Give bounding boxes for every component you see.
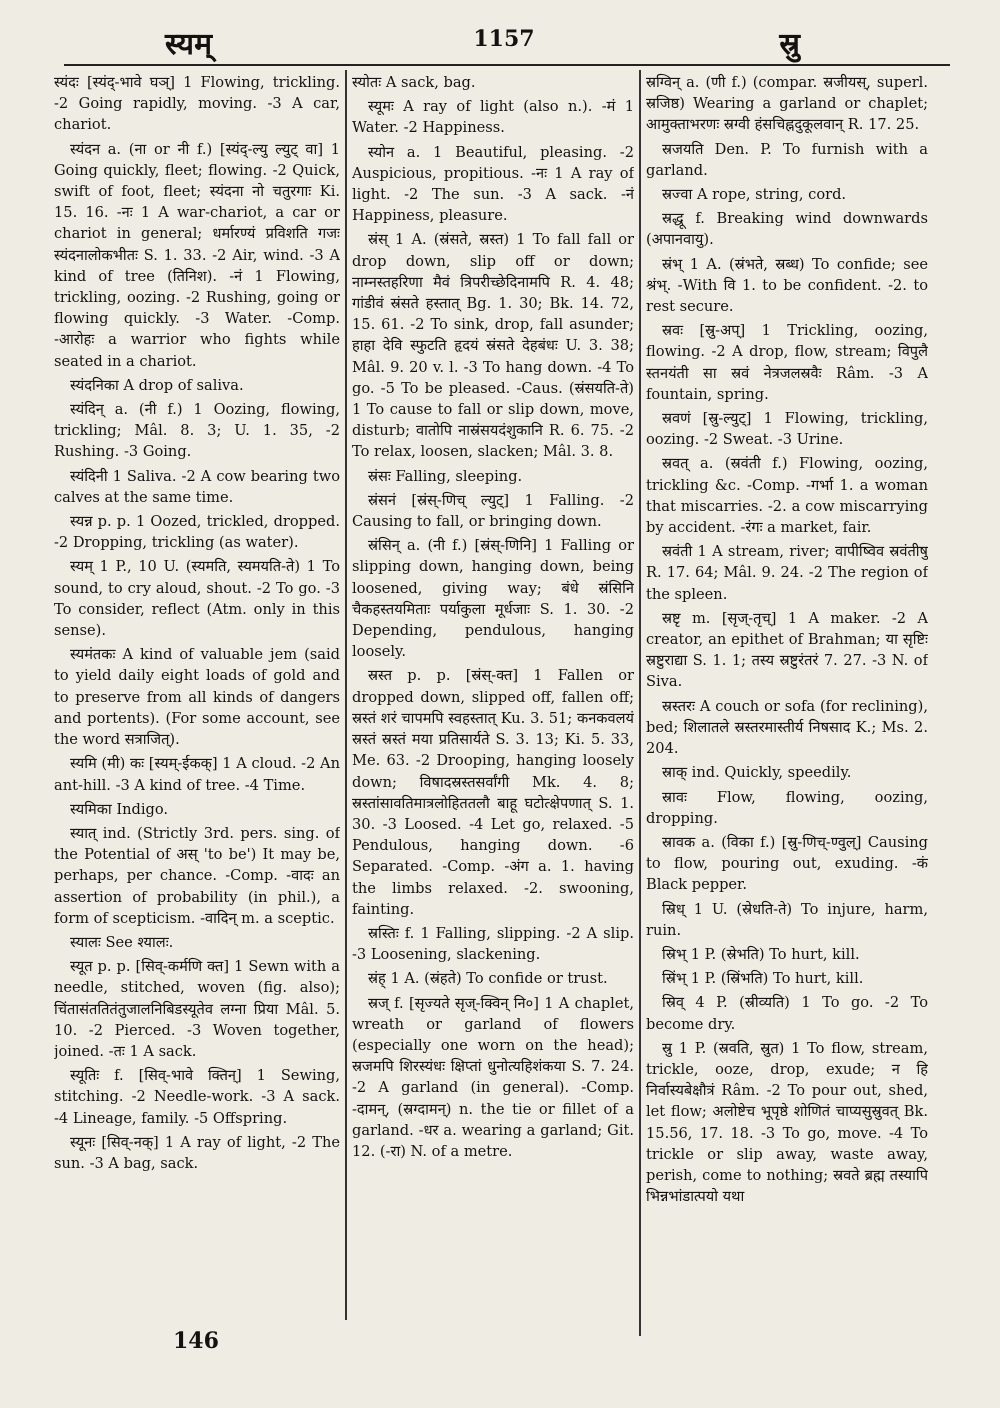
column-divider-2: [639, 70, 641, 1336]
dictionary-entry: स्रंसनं [स्रंस्-णिच् ल्युट्] 1 Falling. -2 Causing to fall, or bringing down.: [352, 491, 634, 531]
dictionary-entry: स्रजयति Den. P. To furnish with a garland.: [646, 140, 928, 179]
dictionary-entry: स्रिव् 4 P. (स्रीव्यति) 1 To go. -2 To become dry.: [646, 994, 928, 1033]
dictionary-entry: स्यंदिन् a. (नी f.) 1 Oozing, flowing, trickling; Mâl. 8. 3; U. 1. 35, -2 Rushing. -3 Going.: [54, 401, 340, 461]
dictionary-entry: स्योन a. 1 Beautiful, pleasing. -2 Auspicious, propitious. -नः 1 A ray of light. -2 The sun. -3 A sack. -नं Happiness, pleasure.: [352, 143, 634, 225]
column-3: [646, 72, 928, 1318]
dictionary-entry: स्यूत p. p. [सिव्-कर्मणि क्त] 1 Sewn with a needle, stitched, woven (fig. also); चिंतासंततितंतुजालनिबिडस्यूतेव लग्ना प्रिया Mâl. 5. 10. -2 Pierced. -3 Woven together, joined. -तः 1 A sack.: [54, 958, 340, 1060]
dictionary-entry: स्रिध् 1 U. (स्रेधति-ते) To injure, harm, ruin.: [646, 900, 928, 939]
dictionary-entry: स्रद्धू f. Breaking wind downwards (अपानवायु).: [646, 210, 928, 249]
dictionary-entry: स्रंस् 1 A. (स्रंसते, स्रस्त) 1 To fall fall or drop down, slip off or down; नाम्नस्तहरिणा मैवं त्रिपरीच्छेदिनामपि R. 4. 48; गांडीवं स्रंसते हस्तात् Bg. 1. 30; Bk. 14. 72, 15. 61. -2 To sink, drop, fall asunder; हाहा देवि स्फुटति हृदयं स्रंसते देहबंधः U. 3. 38; Mâl. 9. 20 v. l. -3 To hang down. -4 To go. -5 To be pleased. -Caus. (स्रंसयति-ते) 1 To cause to fall or slip down, move, disturb; वातोपि नास्रंसयदंशुकानि R. 6. 75. -2 To relax, loosen, slacken; Mâl. 3. 8.: [352, 231, 634, 461]
dictionary-entry: स्यमिका Indigo.: [70, 800, 169, 818]
dictionary-entry: स्रु 1 P. (स्रवति, स्रुत) 1 To flow, stream, trickle, ooze, drop, exude; न हि निर्वास्यबेक्षौत्रं Râm. -2 To pour out, shed, let flow; अलोष्टेच भूपृष्ठे शोणितं चाप्यसुस्रुवत् Bk. 15.56, 17. 18. -3 To go, move. -4 To trickle or slip away, waste away, perish, come to nothing; स्रवते ब्रह्म तस्यापि भिन्नभांडात्पयो यथा: [646, 1039, 928, 1206]
page-header: [60, 18, 948, 64]
dictionary-entry: स्रंसः Falling, sleeping.: [368, 467, 523, 485]
dictionary-entry: स्यन्न p. p. 1 Oozed, trickled, dropped. -2 Dropping, trickling (as water).: [54, 513, 340, 552]
dictionary-entry: स्रज् f. [सृज्यते सृज्-क्विन् नि०] 1 A chaplet, wreath or garland of flowers (especially one worn on the head); स्रजमपि शिरस्यंधः क्षिप्तां धुनोत्यहिशंकया S. 7. 24. -2 A garland (in general). -Comp. -दामन्, (स्रग्दामन्) n. the tie or fillet of a garland. -धर a. wearing a garland; Git. 12. (-रा) N. of a metre.: [352, 994, 634, 1160]
dictionary-entry: स्रग्विन् a. (णी f.) (compar. स्रजीयस्, superl. स्रजिष्ठ) Wearing a garland or chaplet; आमुक्ताभरणः स्रग्वी हंसचिह्नदुकूलवान् R. 17. 25.: [646, 74, 928, 134]
column-divider-1: [345, 70, 347, 1320]
dictionary-entry: स्राक् ind. Quickly, speedily.: [662, 764, 852, 782]
dictionary-entry: स्यालः See श्यालः.: [70, 933, 174, 951]
dictionary-entry: स्रावक a. (विका f.) [स्रु-णिच्-ण्वुल्] Causing to flow, pouring out, exuding. -कं Black pepper.: [646, 833, 928, 894]
dictionary-entry: स्यंदन a. (ना or नी f.) [स्यंद्-ल्यु ल्युट् वा] 1 Going quickly, fleet; flowing. -2 Quick, swift of foot, fleet; स्यंदना नो चतुरगाः Ki. 15. 16. -नः 1 A war-chariot, a car or chariot in general; धर्मारण्यं प्रविशति गजः स्यंदनालोकभीतः S. 1. 33. -2 Air, wind. -3 A kind of tree (तिनिश). -नं 1 Flowing, trickling, oozing. -2 Rushing, going or flowing quickly. -3 Water. -Comp. -आरोहः a warrior who fights while seated in a chariot.: [54, 140, 340, 370]
dictionary-entry: स्रावः Flow, flowing, oozing, dropping.: [646, 788, 928, 827]
dictionary-entry: स्यमि (मी) कः [स्यम्-ईकक्] 1 A cloud. -2 An ant-hill. -3 A kind of tree. -4 Time.: [54, 755, 340, 794]
dictionary-entry: स्रवत् a. (स्रवंती f.) Flowing, oozing, trickling &c. -Comp. -गर्भा 1. a woman that miscarries. -2. a cow miscarrying by accident. -रंगः a market, fair.: [646, 455, 928, 537]
dictionary-entry: स्यंदनिका A drop of saliva.: [70, 376, 244, 394]
dictionary-entry: स्यमंतकः A kind of valuable jem (said to yield daily eight loads of gold and to preserve from all kinds of dangers and portents). (For some account, see the word सत्राजित्).: [54, 646, 340, 749]
column-1: [54, 72, 340, 1318]
dictionary-entry: स्रस्तरः A couch or sofa (for reclining), bed; शिलातले स्रस्तरमास्तीर्य निषसाद K.; Ms. 2. 204.: [646, 697, 928, 758]
dictionary-entry: स्रवंती 1 A stream, river; वापीष्विव स्रवंतीषु R. 17. 64; Mâl. 9. 24. -2 The region of the spleen.: [646, 543, 928, 603]
signature-mark: 146: [173, 1328, 219, 1354]
dictionary-entry: स्रस्तिः f. 1 Falling, slipping. -2 A slip. -3 Loosening, slackening.: [352, 924, 634, 964]
column-2: [352, 72, 634, 1318]
dictionary-entry: स्रिंभ् 1 P. (स्रिंभति) To hurt, kill.: [662, 970, 864, 988]
dictionary-entry: स्रंसिन् a. (नी f.) [स्रंस्-णिनि] 1 Falling or slipping down, hanging down, being loosened, giving way; बंधे स्रंसिनि चैकहस्तयमिताः पर्याकुला मूर्धजाः S. 1. 30. -2 Depending, pendulous, hanging loosely.: [352, 537, 634, 661]
dictionary-entry: स्योतः A sack, bag.: [352, 74, 476, 91]
dictionary-entry: स्यंदिनी 1 Saliva. -2 A cow bearing two calves at the same time.: [54, 467, 340, 506]
dictionary-entry: स्यूतिः f. [सिव्-भावे क्तिन्] 1 Sewing, stitching. -2 Needle-work. -3 A sack. -4 Lineage, family. -5 Offspring.: [54, 1067, 340, 1127]
dictionary-entry: स्यात् ind. (Strictly 3rd. pers. sing. of the Potential of अस् 'to be') It may be, perhaps, per chance. -Comp. -वादः an assertion of probability (in phil.), a form of scepticism. -वादिन् m. a sceptic.: [54, 824, 340, 927]
dictionary-entry: स्रंभ् 1 A. (स्रंभते, स्रब्ध) To confide; see श्रंभ्. -With वि 1. to be confident. -2. to rest secure.: [646, 255, 928, 316]
dictionary-entry: स्यूनः [सिव्-नक्] 1 A ray of light, -2 The sun. -3 A bag, sack.: [54, 1133, 340, 1172]
left-running-headword: स्यम्: [165, 27, 213, 62]
right-running-headword: स्रु: [779, 27, 800, 62]
dictionary-entry: स्रंह् 1 A. (स्रंहते) To confide or trust.: [368, 970, 608, 988]
dictionary-entry: स्यंदः [स्यंद्-भावे घञ्] 1 Flowing, trickling. -2 Going rapidly, moving. -3 A car, chariot.: [54, 74, 340, 134]
dictionary-entry: स्रज्वा A rope, string, cord.: [662, 186, 847, 204]
dictionary-entry: स्रस्त p. p. [स्रंस्-क्त] 1 Fallen or dropped down, slipped off, fallen off; स्रस्तं शरं चापमपि स्वहस्तात् Ku. 3. 51; कनकवलयं स्रस्तं स्रस्तं मया प्रतिसार्यते S. 3. 13; Ki. 5. 33, Me. 63. -2 Drooping, hanging loosely down; विषादस्रस्तसर्वांगी Mk. 4. 8; स्रस्तांसावतिमात्रलोहिततलौ बाहू घटोत्क्षेपणात् S. 1. 30. -3 Loosed. -4 Let go, relaxed. -5 Pendulous, hanging down. -6 Separated. -Comp. -अंग a. 1. having the limbs relaxed. -2. swooning, fainting.: [352, 667, 634, 918]
dictionary-entry: स्यूमः A ray of light (also n.). -मं 1 Water. -2 Happiness.: [352, 98, 634, 137]
dictionary-entry: स्रष्टृ m. [सृज्-तृच्] 1 A maker. -2 A creator, an epithet of Brahman; या सृष्टिः स्रष्टुराद्या S. 1. 1; तस्य स्रष्टुरंतरं 7. 27. -3 N. of Siva.: [646, 609, 928, 691]
dictionary-entry: स्रवः [स्रु-अप्] 1 Trickling, oozing, flowing. -2 A drop, flow, stream; विपुलै स्तनयंती सा स्रवं नेत्रजलस्रवैः Râm. -3 A fountain, spring.: [646, 322, 928, 403]
dictionary-entry: स्रिभ् 1 P. (स्रेभति) To hurt, kill.: [662, 945, 860, 963]
page-number: 1157: [473, 26, 535, 52]
dictionary-entry: स्रवणं [स्रु-ल्युट्] 1 Flowing, trickling, oozing. -2 Sweat. -3 Urine.: [646, 410, 928, 449]
dictionary-entry: स्यम् 1 P., 10 U. (स्यमति, स्यमयति-ते) 1 To sound, to cry aloud, shout. -2 To go. -3 To consider, reflect (Atm. only in this sense).: [54, 558, 340, 640]
header-rule: [64, 64, 950, 66]
